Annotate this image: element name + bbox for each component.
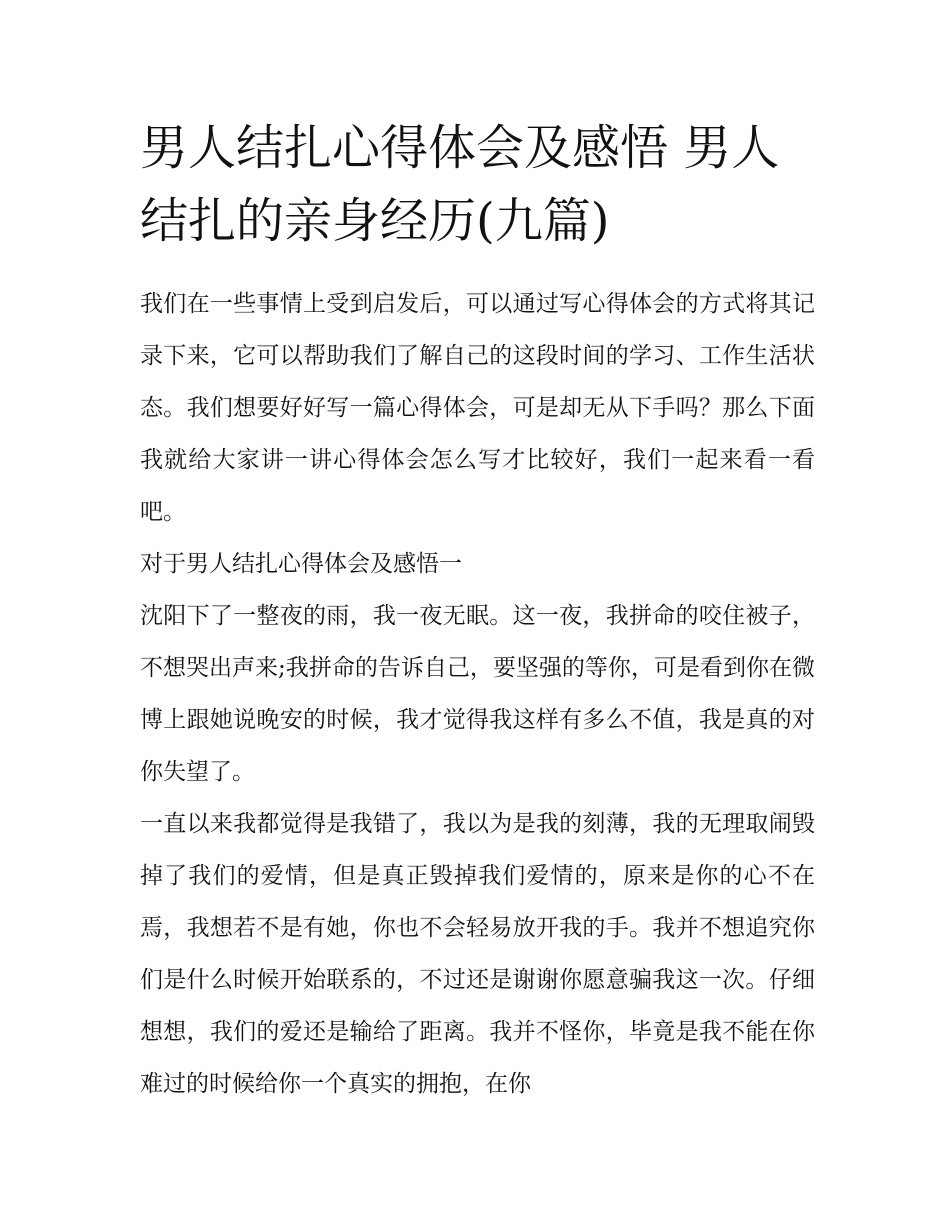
intro-paragraph: 我们在一些事情上受到启发后，可以通过写心得体会的方式将其记录下来，它可以帮助我们了解自己的这段时间的学习、工作生活状态。我们想要好好写一篇心得体会，可是却无从下手吗？那么下面我就给大家讲一讲心得体会怎么写才比较好，我们一起来看一看吧。	[140, 291, 815, 525]
document-title: 男人结扎心得体会及感悟 男人结扎的亲身经历(九篇)	[140, 120, 780, 249]
body-paragraph-2: 一直以来我都觉得是我错了，我以为是我的刻薄，我的无理取闹毁掉了我们的爱情，但是真正毁掉我们爱情的，原来是你的心不在焉，我想若不是有她，你也不会轻易放开我的手。我并不想追究你们是什么时候开始联系的，不过还是谢谢你愿意骗我这一次。仔细想想，我们的爱还是输给了距离。我并不怪你，毕竟是我不能在你难过的时候给你一个真实的拥抱，在你	[140, 811, 815, 1097]
section-heading: 对于男人结扎心得体会及感悟一	[140, 551, 462, 577]
body-paragraph-1: 沈阳下了一整夜的雨，我一夜无眠。这一夜，我拼命的咬住被子，不想哭出声来;我拼命的告诉自己，要坚强的等你，可是看到你在微博上跟她说晚安的时候，我才觉得我这样有多么不值，我是真的对你失望了。	[140, 603, 815, 785]
document-page	[140, 112, 815, 1110]
